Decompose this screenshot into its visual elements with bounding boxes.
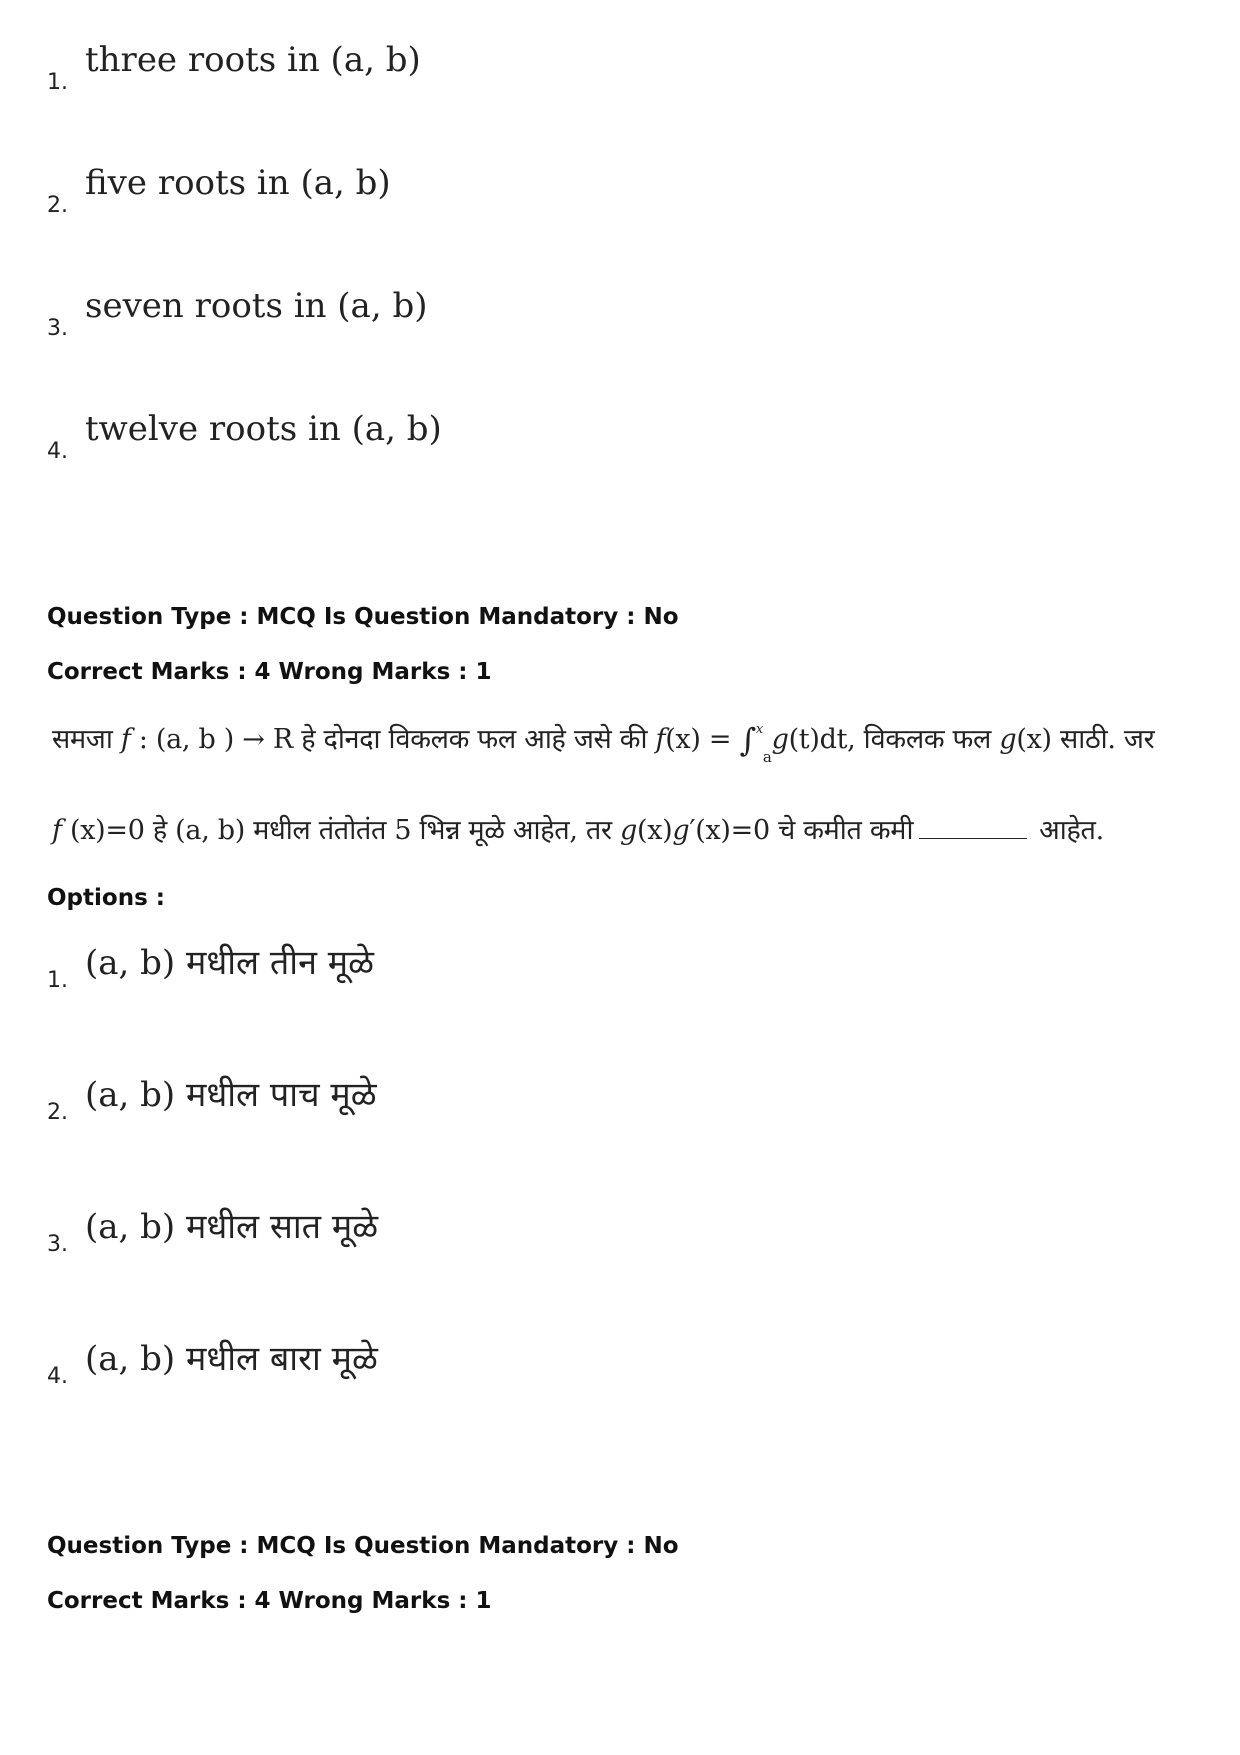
- q1-seg-a: समजा: [52, 724, 113, 755]
- question-type-line: Question Type : MCQ Is Question Mandatory : No: [47, 604, 679, 630]
- q2-seg-d: आहेत.: [1039, 815, 1104, 846]
- question-line-1: [52, 718, 1155, 767]
- option-text: (a, b) मधील सात मूळे: [85, 1207, 379, 1247]
- option-number: 1.: [47, 70, 68, 95]
- option-text: twelve roots in (a, b): [85, 409, 442, 449]
- q2-seg-f: f: [52, 815, 62, 846]
- q2-seg-a: (x)=0 हे (a, b) मधील तंतोतंत 5 भिन्न मूळे आहेत, तर: [61, 815, 621, 846]
- q2-seg-g1: g: [620, 815, 637, 846]
- q1-seg-b: : (a, b ) → R हे दोनदा विकलक फल आहे जसे की: [130, 724, 656, 755]
- option-text: seven roots in (a, b): [85, 286, 428, 326]
- q1-seg-g: g: [771, 724, 789, 755]
- option-number: 3.: [47, 1232, 68, 1257]
- option-number: 2.: [47, 193, 68, 218]
- options-label: Options :: [47, 885, 165, 911]
- option-text: three roots in (a, b): [85, 40, 421, 80]
- option-number: 4.: [47, 439, 68, 464]
- next-marks-line: Correct Marks : 4 Wrong Marks : 1: [47, 1588, 492, 1614]
- q2-seg-b: (x): [637, 815, 673, 846]
- answer-blank: [919, 838, 1027, 839]
- option-text: five roots in (a, b): [85, 163, 391, 203]
- option-text: (a, b) मधील तीन मूळे: [85, 943, 374, 983]
- option-number: 4.: [47, 1364, 68, 1389]
- option-text: (a, b) मधील पाच मूळे: [85, 1075, 377, 1115]
- q1-seg-f: f: [120, 724, 131, 755]
- option-number: 1.: [47, 968, 68, 993]
- next-question-type-line: Question Type : MCQ Is Question Mandatory : No: [47, 1533, 679, 1559]
- q2-seg-g2: g: [672, 815, 690, 846]
- q1-seg-gx: g: [999, 724, 1017, 755]
- option-text: (a, b) मधील बारा मूळे: [85, 1339, 378, 1379]
- q2-seg-c: ′(x)=0 चे कमीत कमी: [689, 815, 914, 846]
- q1-seg-c: (x) =: [665, 724, 740, 755]
- option-number: 3.: [47, 316, 68, 341]
- integral-lower-limit: a: [762, 748, 772, 767]
- q1-seg-fx: f: [655, 724, 666, 755]
- q1-seg-e: (x) साठी. जर: [1016, 724, 1155, 755]
- marks-line: Correct Marks : 4 Wrong Marks : 1: [47, 659, 492, 685]
- integral-upper-limit: x: [755, 722, 763, 738]
- integral-sign: ∫$^x_a$: [739, 721, 772, 767]
- question-line-2: [52, 810, 1104, 847]
- option-number: 2.: [47, 1100, 68, 1125]
- q1-seg-d: (t)dt, विकलक फल: [788, 724, 1000, 755]
